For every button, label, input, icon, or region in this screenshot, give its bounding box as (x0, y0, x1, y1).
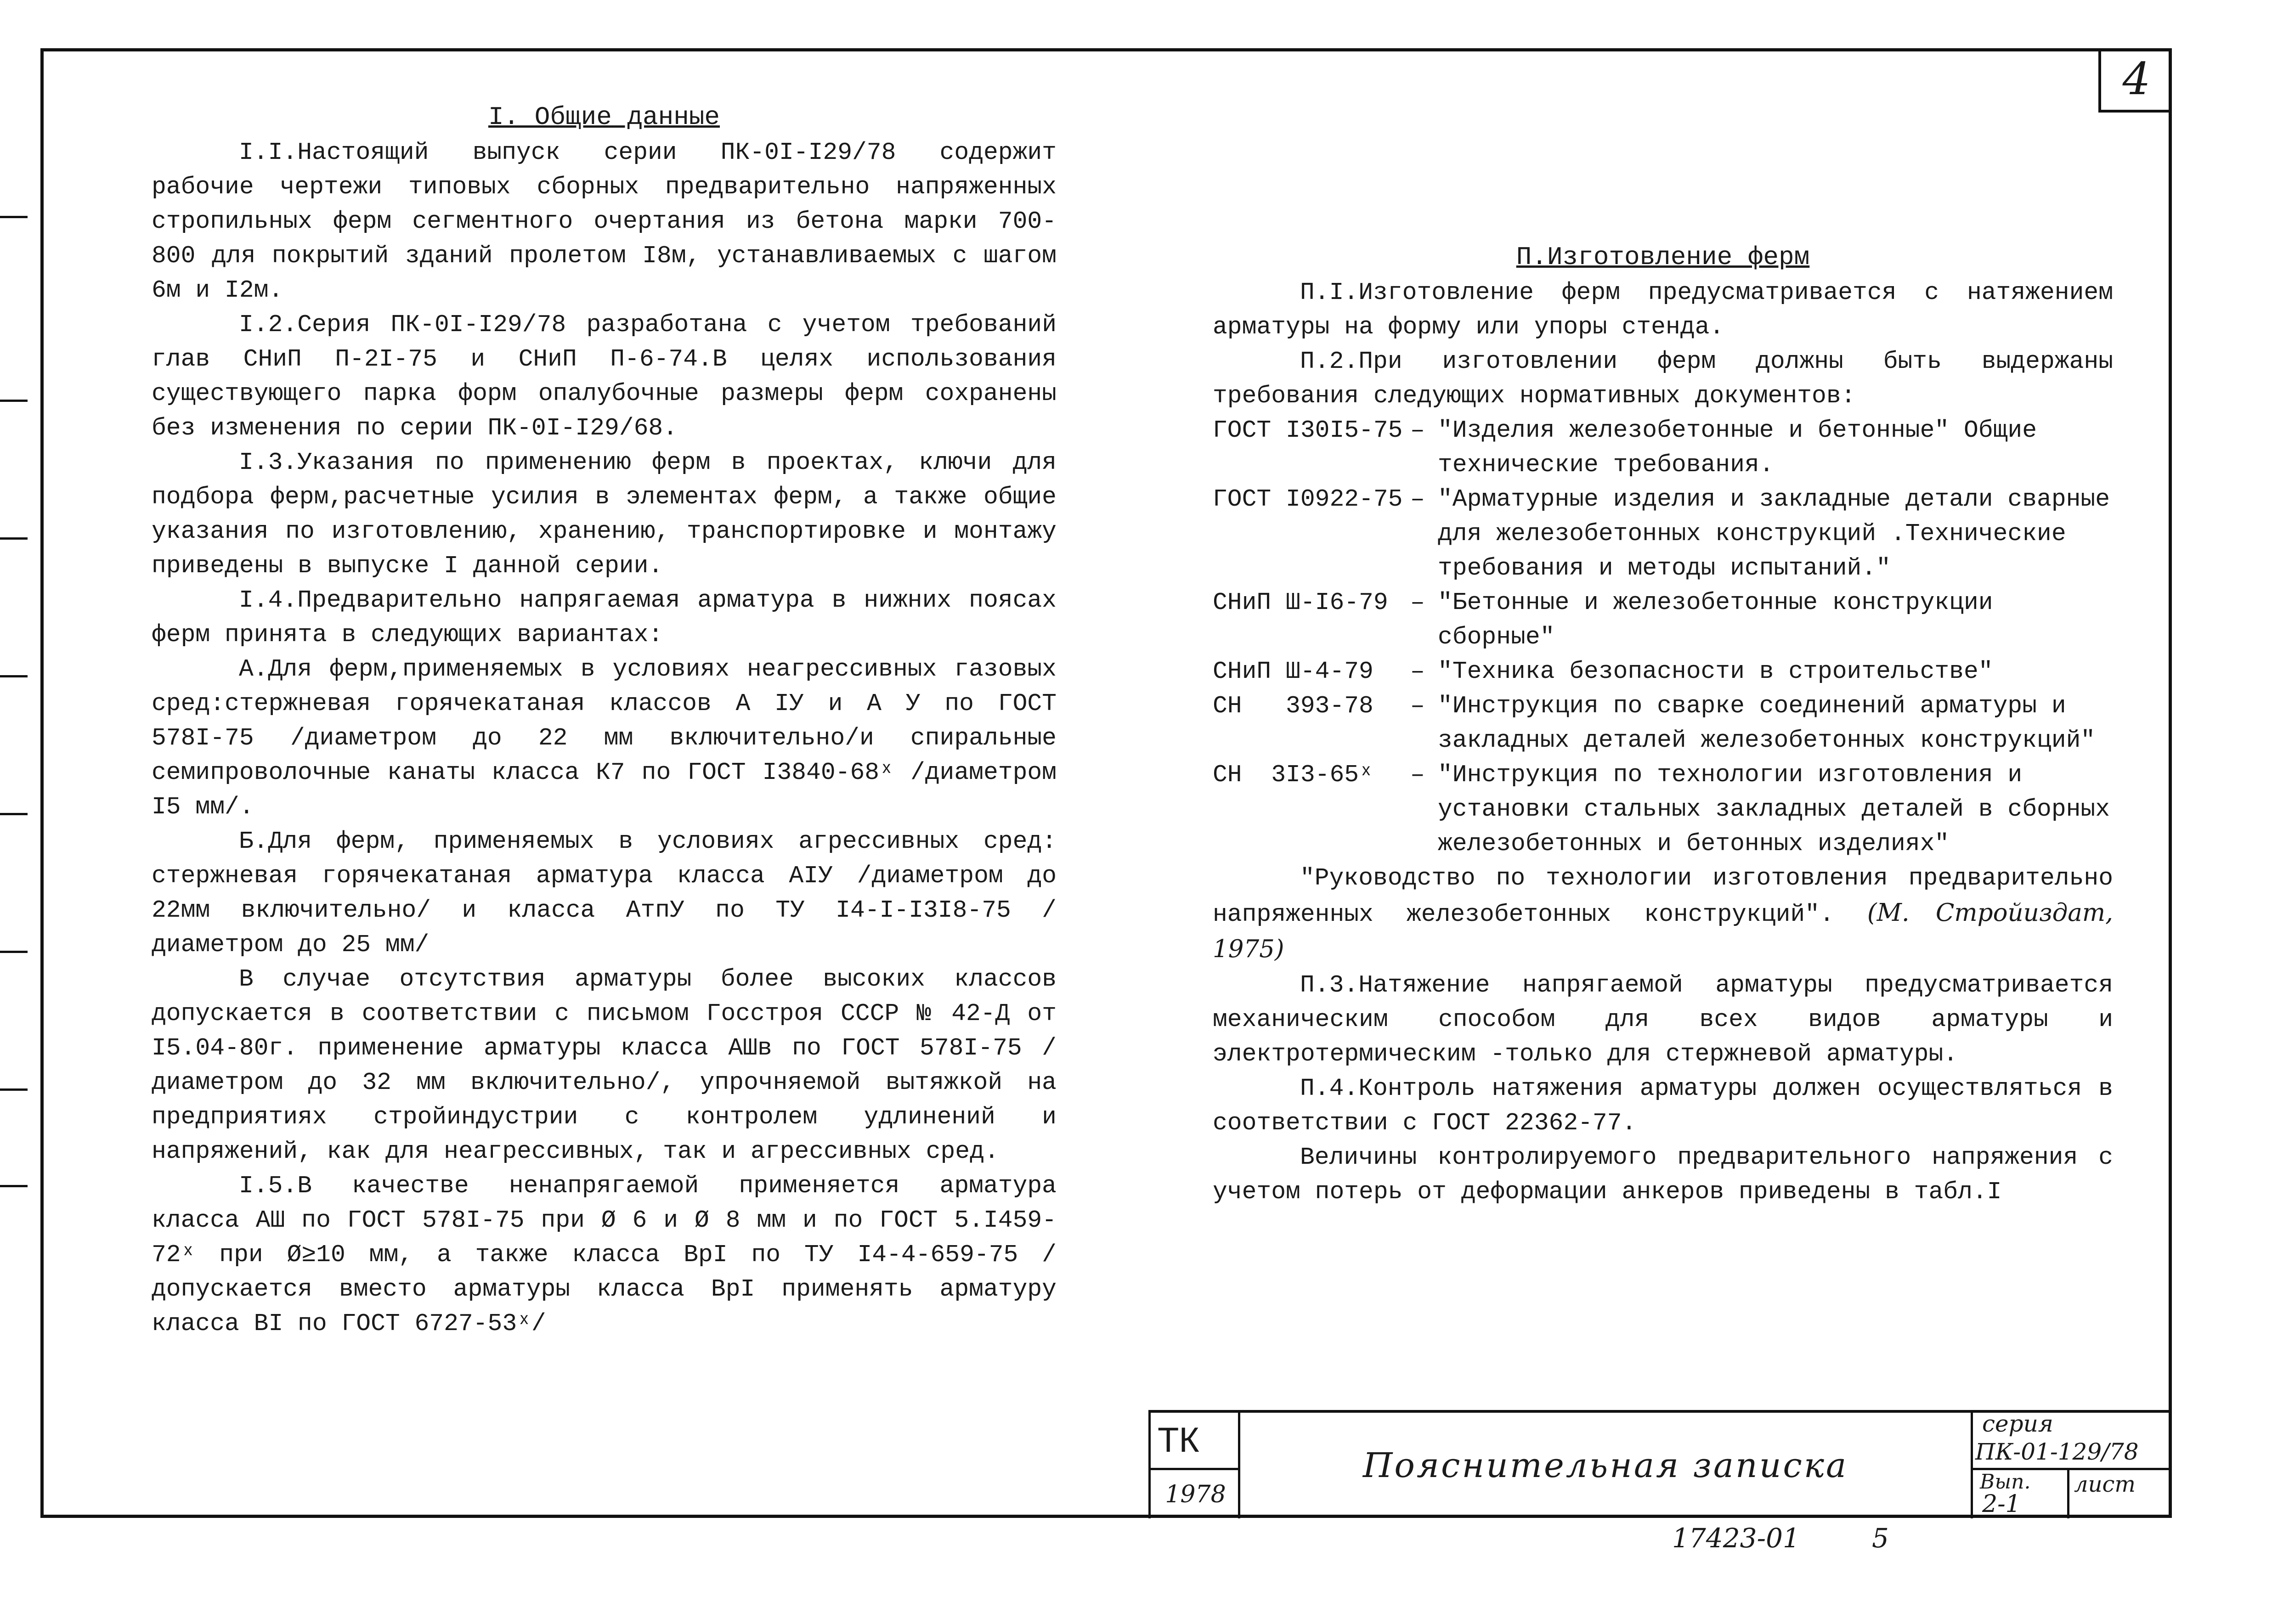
paragraph-2-2: П.2.При изготовлении ферм должны быть выдержаны требования следующих нормативных документов: (1213, 348, 2113, 410)
series-value: ПК-01-129/78 (1975, 1438, 2139, 1465)
title-block (1148, 1410, 2172, 1518)
paragraph-substitution: В случае отсутствия арматуры более высоких классов допускается в соответствии с письмом Госстроя СССР № 42-Д от I5.04-80г. применение арматуры класса АШв по ГОСТ 578I-75 /диаметром до 32 мм включительно/, упрочняемой вытяжкой на предприятиях стройиндустрии с контролем удлинений и напряжений, как для неагрессивных, так и агрессивных сред. (152, 965, 1057, 1165)
left-column (152, 99, 1057, 1341)
paragraph-1-2: I.2.Серия ПК-0I-I29/78 разработана с учетом требований глав СНиП П-2I-75 и СНиП П-6-74.В целях использования существующего парка форм опалубочные размеры ферм сохранены без изменения по серии ПК-0I-I29/68. (152, 311, 1057, 442)
document-title: Пояснительная записка (1362, 1446, 1848, 1485)
right-column (1213, 239, 2113, 1209)
paragraph-1-5: I.5.В качестве ненапрягаемой применяется арматура класса АШ по ГОСТ 578I-75 при Ø 6 и Ø 8 мм и по ГОСТ 5.I459-72ˣ при Ø≥10 мм, а также класса ВрI по ТУ I4-4-659-75 /допускается вместо арматуры класса ВрI применять арматуру класса ВI по ГОСТ 6727-53ˣ/ (152, 1172, 1057, 1337)
guide-reference (1213, 861, 2113, 968)
page-number: 4 (2122, 53, 2151, 105)
reference-item (1213, 482, 2113, 586)
reference-dash: – (1410, 658, 1425, 685)
issue-label: Вып. (1980, 1470, 2031, 1494)
reference-dash: – (1410, 761, 1425, 789)
reference-item (1213, 689, 2113, 758)
normative-references (1213, 413, 2113, 861)
series-label: серия (1982, 1410, 2053, 1437)
paragraph-1-1: I.I.Настоящий выпуск серии ПК-0I-I29/78 содержит рабочие чертежи типовых сборных предварительно напряженных стропильных ферм сегментного очертания из бетона марки 700-800 для покрытий зданий пролетом I8м, устанавливаемых с шагом 6м и I2м. (152, 139, 1057, 304)
paragraph-2-3: П.3.Натяжение напрягаемой арматуры предусматривается механическим способом для всех видов арматуры и электротермическим -только для стержневой арматуры. (1213, 971, 2113, 1068)
paragraph-variant-a: А.Для ферм,применяемых в условиях неагрессивных газовых сред:стержневая горячекатаная классов А IУ и А У по ГОСТ 578I-75 /диаметром до 22 мм включительно/и спиральные семипроволочные канаты класса К7 по ГОСТ I3840-68ˣ /диаметром I5 мм/. (152, 655, 1057, 821)
reference-dash: – (1410, 589, 1425, 616)
reference-title: "Инструкция по технологии изготовления и установки стальных закладных деталей в сборных железобетонных и бетонных изделиях" (1438, 761, 2110, 857)
guide-handwritten-note: (М. Стройиздат, 1975) (1213, 899, 2113, 963)
reference-title: "Техника безопасности в строительстве" (1438, 658, 1993, 685)
issue-value: 2-1 (1982, 1490, 2021, 1518)
section-2-heading: П.Изготовление ферм (1516, 242, 1810, 272)
reference-code: ГОСТ I0922-75 (1213, 485, 1403, 513)
reference-code: ГОСТ I30I5-75 (1213, 417, 1403, 444)
reference-dash: – (1410, 692, 1425, 720)
reference-code: СН 3I3-65ˣ (1213, 761, 1373, 789)
sheet-index: 5 (1872, 1522, 1889, 1554)
archive-number: 17423-01 (1672, 1522, 1800, 1554)
reference-title: "Изделия железобетонные и бетонные" Общие технические требования. (1438, 417, 2037, 479)
paragraph-2-5: Величины контролируемого предварительного напряжения с учетом потерь от деформации анкеров приведены в табл.I (1213, 1144, 2113, 1206)
page-number-box (2098, 48, 2172, 113)
reference-title: "Инструкция по сварке соединений арматуры и закладных деталей железобетонных конструкций" (1438, 692, 2096, 754)
section-1-heading: I. Общие данные (488, 102, 720, 132)
reference-item (1213, 758, 2113, 861)
stamp-year: 1978 (1165, 1481, 1226, 1508)
guide-title: "Руководство по технологии изготовления предварительно напряженных железобетонных конструкций". (1213, 864, 2113, 928)
reference-code: СНиП Ш-I6-79 (1213, 589, 1388, 616)
reference-dash: – (1410, 485, 1425, 513)
reference-code: СНиП Ш-4-79 (1213, 658, 1373, 685)
paragraph-2-1: П.I.Изготовление ферм предусматривается с натяжением арматуры на форму или упоры стенда. (1213, 279, 2113, 341)
reference-code: СН 393-78 (1213, 692, 1373, 720)
sheet-label: лист (2074, 1472, 2136, 1497)
reference-dash: – (1410, 417, 1425, 444)
paragraph-1-4: I.4.Предварительно напрягаемая арматура в нижних поясах ферм принята в следующих вариантах: (152, 586, 1057, 648)
reference-title: "Бетонные и железобетонные конструкции сборные" (1438, 589, 1993, 651)
reference-item (1213, 654, 2113, 689)
paragraph-variant-b: Б.Для ферм, применяемых в условиях агрессивных сред: стержневая горячекатаная арматура класса АIУ /диаметром до 22мм включительно/ и класса АтпУ по ТУ I4-I-I3I8-75 /диаметром до 25 мм/ (152, 828, 1057, 959)
organization-code: ТК (1158, 1421, 1199, 1460)
reference-title: "Арматурные изделия и закладные детали сварные для железобетонных конструкций .Технические требования и методы испытаний." (1438, 485, 2110, 582)
reference-item (1213, 413, 2113, 482)
paragraph-1-3: I.3.Указания по применению ферм в проектах, ключи для подбора ферм,расчетные усилия в элементах ферм, а также общие указания по изготовлению, хранению, транспортировке и монтажу приведены в выпуске I данной серии. (152, 449, 1057, 580)
paragraph-2-4: П.4.Контроль натяжения арматуры должен осуществляться в соответствии с ГОСТ 22362-77. (1213, 1075, 2113, 1137)
reference-item (1213, 586, 2113, 654)
